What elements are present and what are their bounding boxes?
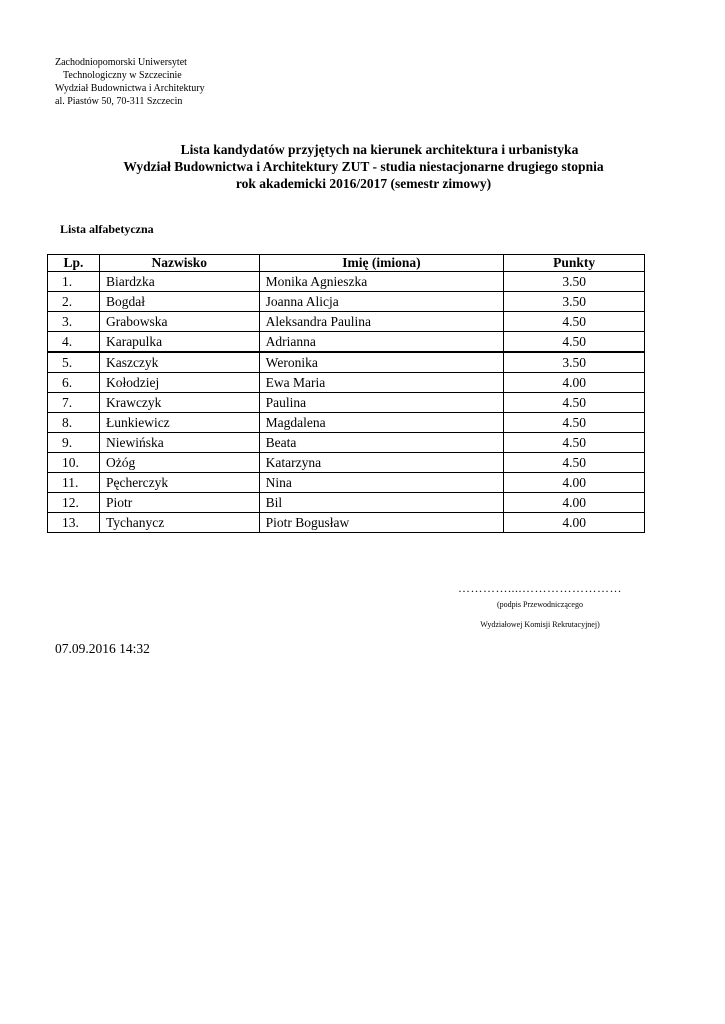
row-first-names: Joanna Alicja bbox=[259, 292, 504, 312]
table-row bbox=[48, 332, 645, 353]
row-surname: Piotr bbox=[99, 493, 259, 513]
title-line1: Lista kandydatów przyjętych na kierunek architektura i urbanistyka bbox=[180, 142, 579, 157]
row-surname: Łunkiewicz bbox=[99, 413, 259, 433]
row-points: 3.50 bbox=[504, 352, 645, 373]
header-first-names: Imię (imiona) bbox=[259, 255, 504, 272]
institution-name-line1: Zachodniopomorski Uniwersytet bbox=[55, 57, 187, 68]
title-line2: Wydział Budownictwa i Architektury ZUT - studia niestacjonarne drugiego stopnia bbox=[123, 159, 604, 174]
row-number: 4. bbox=[48, 332, 100, 353]
table-row bbox=[48, 393, 645, 413]
header-surname: Nazwisko bbox=[99, 255, 259, 272]
row-first-names: Katarzyna bbox=[259, 453, 504, 473]
row-points: 4.00 bbox=[504, 373, 645, 393]
institution-header bbox=[55, 56, 205, 108]
row-number: 6. bbox=[48, 373, 100, 393]
faculty-name: Wydział Budownictwa i Architektury bbox=[55, 83, 205, 94]
row-points: 4.50 bbox=[504, 413, 645, 433]
row-surname: Pęcherczyk bbox=[99, 473, 259, 493]
signature-block bbox=[420, 581, 660, 635]
row-number: 1. bbox=[48, 272, 100, 292]
row-points: 4.00 bbox=[504, 473, 645, 493]
row-first-names: Paulina bbox=[259, 393, 504, 413]
row-points: 4.00 bbox=[504, 493, 645, 513]
row-number: 7. bbox=[48, 393, 100, 413]
table-header-row bbox=[48, 255, 645, 272]
row-number: 12. bbox=[48, 493, 100, 513]
table-row bbox=[48, 413, 645, 433]
row-points: 3.50 bbox=[504, 292, 645, 312]
table-row bbox=[48, 473, 645, 493]
table-row bbox=[48, 272, 645, 292]
table-row bbox=[48, 292, 645, 312]
row-number: 10. bbox=[48, 453, 100, 473]
row-surname: Grabowska bbox=[99, 312, 259, 332]
row-first-names: Aleksandra Paulina bbox=[259, 312, 504, 332]
row-number: 13. bbox=[48, 513, 100, 533]
row-surname: Tychanycz bbox=[99, 513, 259, 533]
row-points: 4.50 bbox=[504, 393, 645, 413]
table-row bbox=[48, 433, 645, 453]
row-first-names: Adrianna bbox=[259, 332, 504, 353]
row-points: 4.00 bbox=[504, 513, 645, 533]
row-number: 2. bbox=[48, 292, 100, 312]
row-first-names: Nina bbox=[259, 473, 504, 493]
row-number: 3. bbox=[48, 312, 100, 332]
institution-address: al. Piastów 50, 70-311 Szczecin bbox=[55, 96, 183, 107]
table-row bbox=[48, 312, 645, 332]
row-first-names: Magdalena bbox=[259, 413, 504, 433]
row-first-names: Beata bbox=[259, 433, 504, 453]
row-number: 11. bbox=[48, 473, 100, 493]
row-points: 3.50 bbox=[504, 272, 645, 292]
row-number: 5. bbox=[48, 352, 100, 373]
row-surname: Biardzka bbox=[99, 272, 259, 292]
candidates-table bbox=[47, 254, 645, 533]
row-points: 4.50 bbox=[504, 433, 645, 453]
row-first-names: Monika Agnieszka bbox=[259, 272, 504, 292]
document-title bbox=[0, 141, 725, 192]
table-row bbox=[48, 373, 645, 393]
list-label: Lista alfabetyczna bbox=[60, 222, 154, 236]
header-points: Punkty bbox=[504, 255, 645, 272]
row-surname: Ożóg bbox=[99, 453, 259, 473]
row-points: 4.50 bbox=[504, 332, 645, 353]
row-surname: Niewińska bbox=[99, 433, 259, 453]
row-number: 9. bbox=[48, 433, 100, 453]
row-points: 4.50 bbox=[504, 312, 645, 332]
row-surname: Bogdał bbox=[99, 292, 259, 312]
row-surname: Kaszczyk bbox=[99, 352, 259, 373]
table-row bbox=[48, 453, 645, 473]
signature-caption-line1: (podpis Przewodniczącego bbox=[497, 600, 583, 609]
table-row bbox=[48, 513, 645, 533]
row-first-names: Piotr Bogusław bbox=[259, 513, 504, 533]
row-surname: Krawczyk bbox=[99, 393, 259, 413]
row-first-names: Bil bbox=[259, 493, 504, 513]
row-first-names: Ewa Maria bbox=[259, 373, 504, 393]
row-surname: Karapulka bbox=[99, 332, 259, 353]
row-points: 4.50 bbox=[504, 453, 645, 473]
title-line3: rok akademicki 2016/2017 (semestr zimowy) bbox=[235, 176, 492, 191]
table-row bbox=[48, 493, 645, 513]
row-surname: Kołodziej bbox=[99, 373, 259, 393]
header-lp: Lp. bbox=[48, 255, 100, 272]
signature-caption-line2: Wydziałowej Komisji Rekrutacyjnej) bbox=[480, 620, 600, 629]
document-date: 07.09.2016 14:32 bbox=[55, 641, 150, 656]
row-number: 8. bbox=[48, 413, 100, 433]
row-first-names: Weronika bbox=[259, 352, 504, 373]
signature-line: …………....…………………… bbox=[458, 581, 622, 595]
institution-name-line2: Technologiczny w Szczecinie bbox=[63, 70, 182, 81]
table-row bbox=[48, 352, 645, 373]
